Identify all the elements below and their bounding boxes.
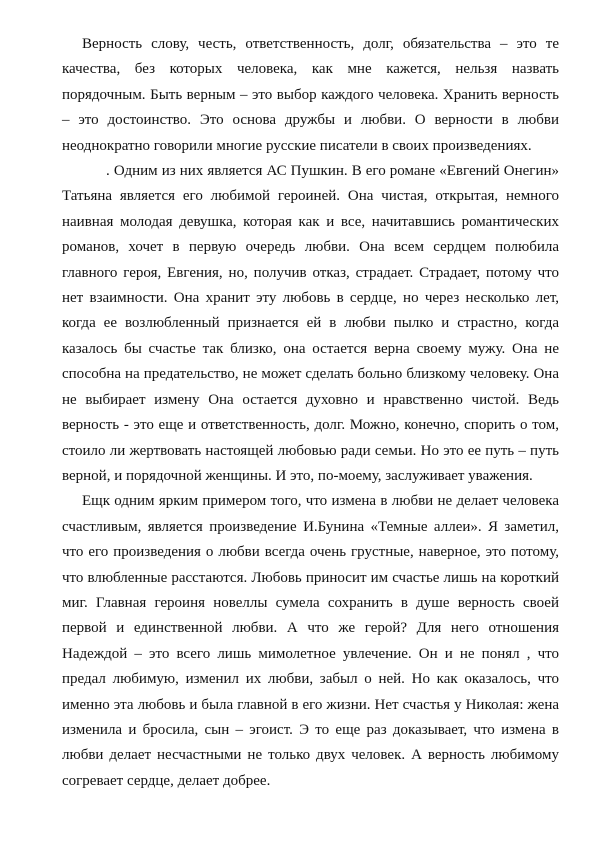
paragraph-pushkin: . Одним из них является АС Пушкин. В его романе «Евгений Онегин» Татьяна является его любимой героиней. Она чистая, открытая, немного наивная молодая девушка, которая как и все, начитавшись романтических романов, хочет в первую очередь любви. Она всем сердцем полюбила главного героя, Евгения, но, получив отказ, страдает. Страдает, потому что нет взаимности. Она хранит эту любовь в сердце, но через несколько лет, когда ее возлюбленный признается ей в любви пылко и страстно, когда казалось бы счастье так близко, она остается верна своему мужу. Она не способна на предательство, не может сделать больно близкому человеку. Она не выбирает измену Она остается духовно и нравственно чистой. Ведь верность - это еще и ответственность, долг. Можно, конечно, спорить о том, стоило ли жертвовать настоящей любовью ради семьи. Но это ее путь – путь верной, и порядочной женщины. И это, по-моему, заслуживает уважения. — [62, 163, 559, 484]
paragraph-bunin: Ещк одним ярким примером того, что измена в любви не делает человека счастливым, является произведение И.Бунина «Темные аллеи». Я заметил, что его произведения о любви всегда очень грустные, наверное, это потому, что влюбленные расстаются. Любовь приносит им счастье лишь на короткий миг. Главная героиня новеллы сумела сохранить в душе верность своей первой и единственной любви. А что же герой? Для него отношения Надеждой – это всего лишь мимолетное увлечение. Он и не понял , что предал любимую, изменил их любви, забыл о ней. Но как оказалось, что именно эта любовь и была главной в его жизни. Нет счастья у Николая: жена изменила и бросила, сын – эгоист. Э то еще раз доказывает, что измена в любви делает несчастными не только двух человек. А верность любимому согревает сердце, делает добрее. — [62, 493, 559, 789]
essay-body — [62, 32, 559, 794]
paragraph-intro: Верность слову, честь, ответственность, долг, обязательства – это те качества, без которых человека, как мне кажется, нельзя назвать порядочным. Быть верным – это выбор каждого человека. Хранить верность – это достоинство. Это основа дружбы и любви. О верности в любви неоднократно говорили многие русские писатели в своих произведениях. — [62, 36, 559, 154]
